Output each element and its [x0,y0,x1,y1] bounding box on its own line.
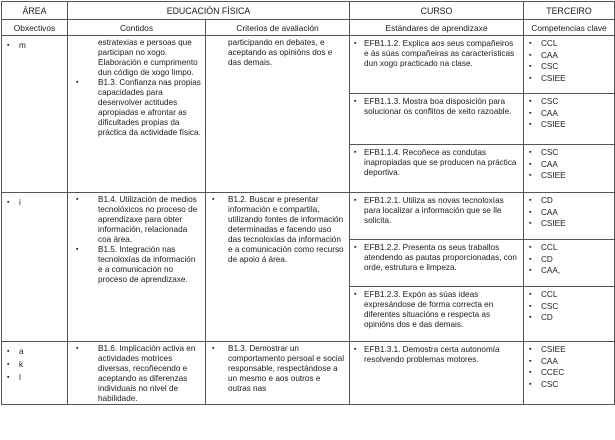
competences-cell [524,240,615,287]
competences-cell [524,287,615,342]
standard-item: ▪ EFB1.2.3. Expón as súas ideas expresándose de forma correcta en diferentes situacións e respecta as opinións dos e das demais. [354,290,519,330]
criteria-cell [206,193,350,342]
table-row [2,342,615,405]
contents-cell [68,342,206,405]
contents-cell [68,36,206,193]
header-row [2,2,615,20]
competence-item: ▪ CSC [529,61,612,73]
objective-item: ▪ a [7,345,67,358]
competence-item: ▪ CAA [529,50,612,62]
standard-item: ▪ EFB1.1.2. Explica aos seus compañeiros e ás súas compañeiras as características dun xogo practicado na clase. [354,39,519,69]
competences-cell [524,342,615,405]
content-item: ▪ B1.6. Implicación activa en actividades motrices diversas, recoñecendo e aceptando as diferenzas individuais no nivel de habilidade. [76,344,201,404]
competence-item: ▪ CAA [529,356,612,368]
competence-item: ▪ CSIEE [529,218,612,230]
standard-cell [350,342,524,405]
competence-item: ▪ CSIEE [529,119,612,131]
competence-item: ▪ CSIEE [529,170,612,182]
competence-item: ▪ CSIEE [529,344,612,356]
objective-item: ▪ l [7,371,67,384]
column-contents: Contidos [68,20,206,36]
competence-item: ▪ CSC [529,147,612,159]
competence-item: ▪ CAA [529,207,612,219]
objective-item: ▪ i [7,196,67,209]
criteria-item: participando en debates, e aceptando as opinións dos e das demais. [228,38,333,67]
competence-item: ▪ CD [529,254,612,266]
content-item: ▪ B1.3. Confianza nas propias capacidades para desenvolver actitudes apropiadas e afrontar as dificultades propias da práctica da actividade física. [76,78,201,138]
standard-cell [350,145,524,193]
table-row [2,193,615,240]
column-competences: Competencias clave [524,20,615,36]
objectives-cell [2,36,68,193]
competence-item: ▪ CAA [529,108,612,120]
competence-item: ▪ CD [529,195,612,207]
table-row [2,36,615,94]
criteria-item: ▪ B1.2. Buscar e presentar información e compartila, utilizando fontes de información determinadas e facendo uso das tecnoloxías da información e a comunicación como recurso de apoio á área. [212,195,345,265]
competence-item: ▪ CCL [529,289,612,301]
objective-item: ▪ m [7,39,67,52]
criteria-item: ▪ B1.3. Demostrar un comportamento persoal e social responsable, respectándose a un mesmo e aos outros e outras nas [212,344,345,394]
competence-item: ▪ CSC [529,379,612,391]
competences-cell [524,145,615,193]
competence-item: ▪ CSC [529,301,612,313]
content-item: ▪ B1.4. Utilización de medios tecnolóxicos no proceso de aprendizaxe para obter información, relacionada coa área. [76,195,201,245]
competence-item: ▪ CAA, [529,265,612,277]
content-item: estratexias e persoas que participan no xogo. Elaboración e cumprimento dun código de xogo limpo. [98,38,198,77]
standard-item: ▪ EFB1.2.2. Presenta os seus traballos atendendo as pautas proporcionadas, con orde, estrutura e limpeza. [354,243,519,273]
objectives-cell [2,342,68,405]
contents-cell [68,193,206,342]
standard-cell [350,36,524,94]
header-level: TERCEIRO [524,2,615,20]
objectives-cell [2,193,68,342]
competence-item: ▪ CD [529,312,612,324]
criteria-cell [206,342,350,405]
header-subject: EDUCACIÓN FÍSICA [68,2,350,20]
objective-item: ▪ k [7,358,67,371]
standard-item: ▪ EFB1.2.1. Utiliza as novas tecnoloxías para localizar a información que se lle solicita. [354,196,519,226]
competences-cell [524,36,615,94]
criteria-cell [206,36,350,193]
column-header-row [2,20,615,36]
header-area: ÁREA [2,2,68,20]
column-criteria: Criterios de avaliación [206,20,350,36]
standard-item: ▪ EFB1.1.4. Recoñece as condutas inapropiadas que se producen na práctica deportiva. [354,148,519,178]
standard-cell [350,193,524,240]
competences-cell [524,94,615,145]
standard-item: ▪ EFB1.1.3. Mostra boa disposición para solucionar os conflitos de xeito razoable. [354,97,519,117]
header-course: CURSO [350,2,524,20]
competence-item: ▪ CSIEE [529,73,612,85]
standard-cell [350,287,524,342]
competence-item: ▪ CAA [529,159,612,171]
competences-cell [524,193,615,240]
competence-item: ▪ CCL [529,242,612,254]
competence-item: ▪ CSC [529,96,612,108]
standard-item: ▪ EFB1.3.1. Demostra certa autonomía resolvendo problemas motores. [354,345,519,365]
competence-item: ▪ CCL [529,38,612,50]
competence-item: ▪ CCEC [529,367,612,379]
content-item: ▪ B1.5. Integración nas tecnoloxías da información e a comunicación no proceso de aprendizaxe. [76,245,201,285]
standard-cell [350,94,524,145]
curriculum-table [1,1,615,405]
column-objectives: Obxectivos [2,20,68,36]
column-standards: Estándares de aprendizaxe [350,20,524,36]
standard-cell [350,240,524,287]
